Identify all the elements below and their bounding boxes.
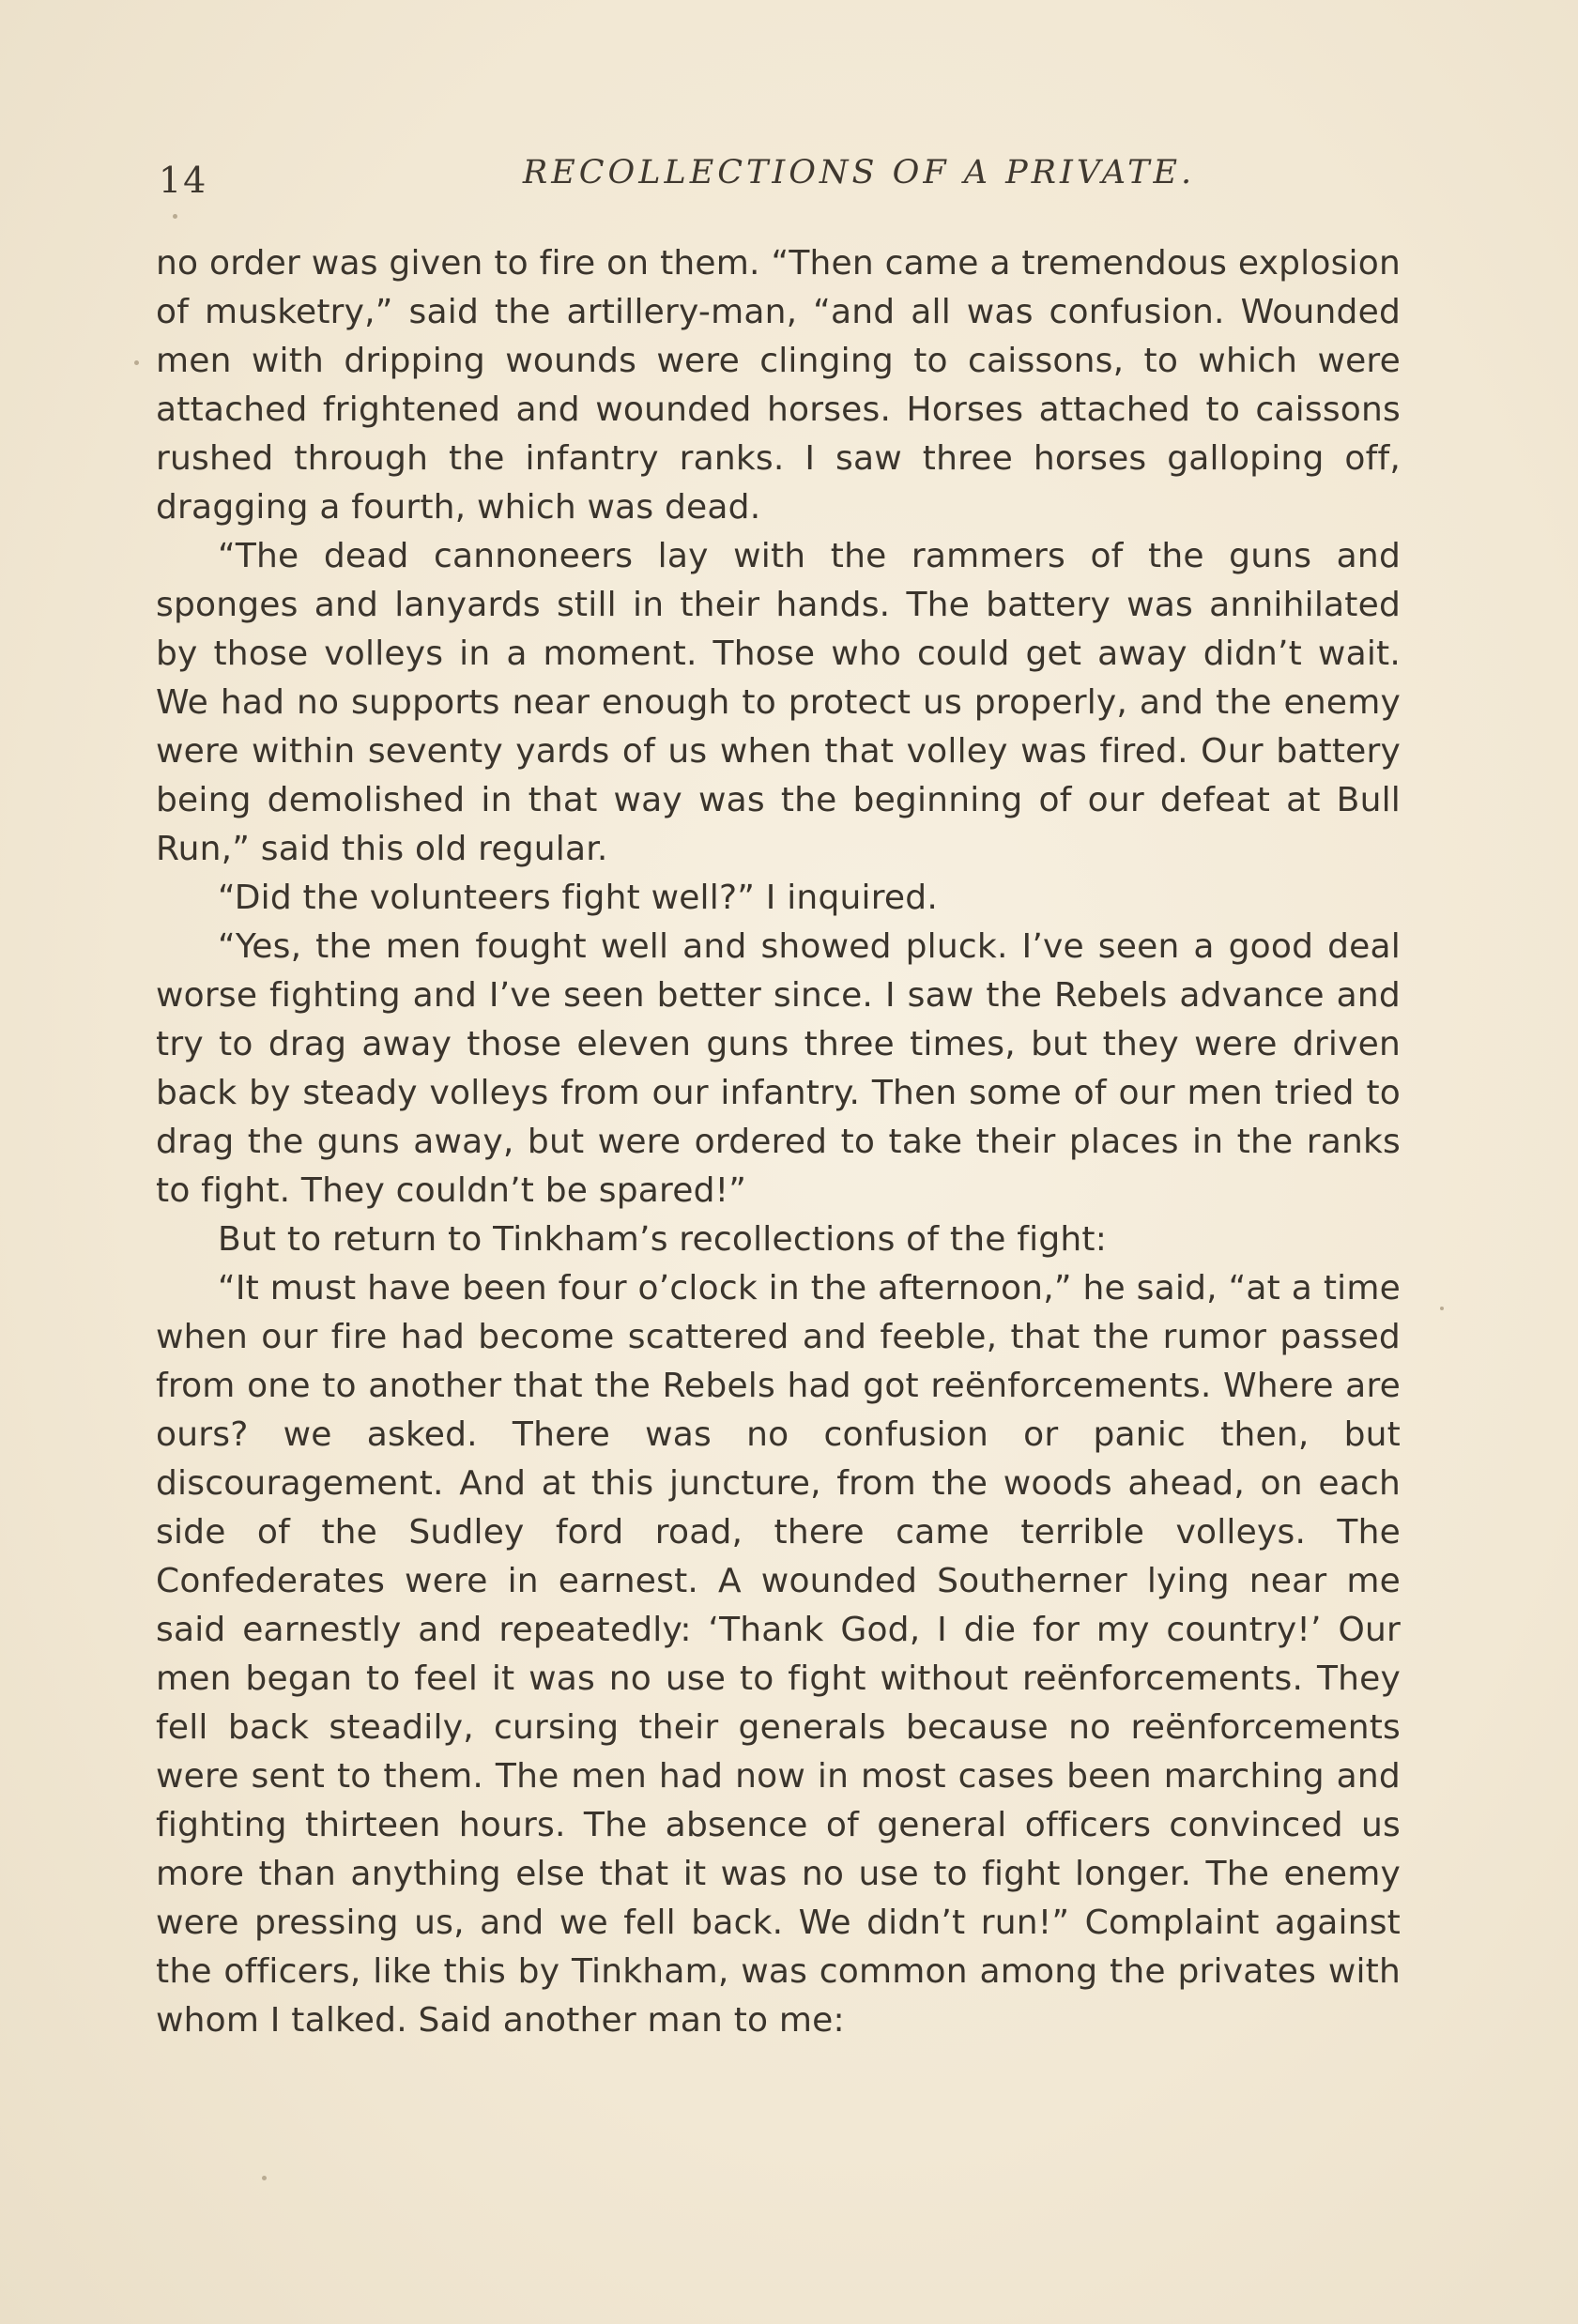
paragraph: “Yes, the men fought well and showed pluck. I’ve seen a good deal worse fighting and I’ve seen better since. I saw the Rebels advance and try to drag away those eleven guns three times, but they were driven back by steady volleys from our infantry. Then some of our men tried to drag the guns away, but were ordered to take their places in the ranks to fight. They couldn’t be spared!” [156, 927, 1401, 1210]
paragraph: But to return to Tinkham’s recollections of the fight: [218, 1220, 1108, 1259]
paragraph: no order was given to fire on them. “Then came a tremendous explosion of musketry,” said the artillery-man, “and all was confusion. Wounded men with dripping wounds were clinging to caissons, to which were attached frightened and wounded horses. Horses attached to caissons rushed through the infantry ranks. I saw three horses galloping off, dragging a fourth, which was dead. [156, 244, 1401, 527]
page-number: 14 [159, 160, 208, 201]
paper-speck [262, 2176, 267, 2180]
paper-speck [173, 214, 177, 219]
paper-speck [1440, 1307, 1444, 1310]
running-head: RECOLLECTIONS OF A PRIVATE. [522, 154, 1196, 191]
paragraph: “The dead cannoneers lay with the rammers of the guns and sponges and lanyards still in their hands. The battery was annihilated by those volleys in a moment. Those who could get away didn’t wait. We had no supports near enough to protect us properly, and the enemy were within seventy yards of us when that volley was fired. Our battery being demolished in that way was the beginning of our defeat at Bull Run,” said this old regular. [156, 537, 1401, 868]
paragraph: “Did the volunteers fight well?” I inquired. [218, 879, 938, 917]
paper-speck [134, 360, 139, 365]
body-text [156, 239, 1401, 2045]
page-header [155, 143, 1422, 199]
paragraph: “It must have been four o’clock in the afternoon,” he said, “at a time when our fire had become scattered and feeble, that the rumor passed from one to another that the Rebels had got reënforcements. Where are ours? we asked. There was no confusion or panic then, but discouragement. And at this juncture, from the woods ahead, on each side of the Sudley ford road, there came terrible volleys. The Confederates were in earnest. A wounded Southerner lying near me said earnestly and repeatedly: ‘Thank God, I die for my country!’ Our men began to feel it was no use to fight without reënforcements. They fell back steadily, cursing their generals because no reënforcements were sent to them. The men had now in most cases been marching and fighting thirteen hours. The absence of general officers convinced us more than anything else that it was no use to fight longer. The enemy were pressing us, and we fell back. We didn’t run!” Complaint against the officers, like this by Tinkham, was common among the privates with whom I talked. Said another man to me: [156, 1269, 1401, 2040]
